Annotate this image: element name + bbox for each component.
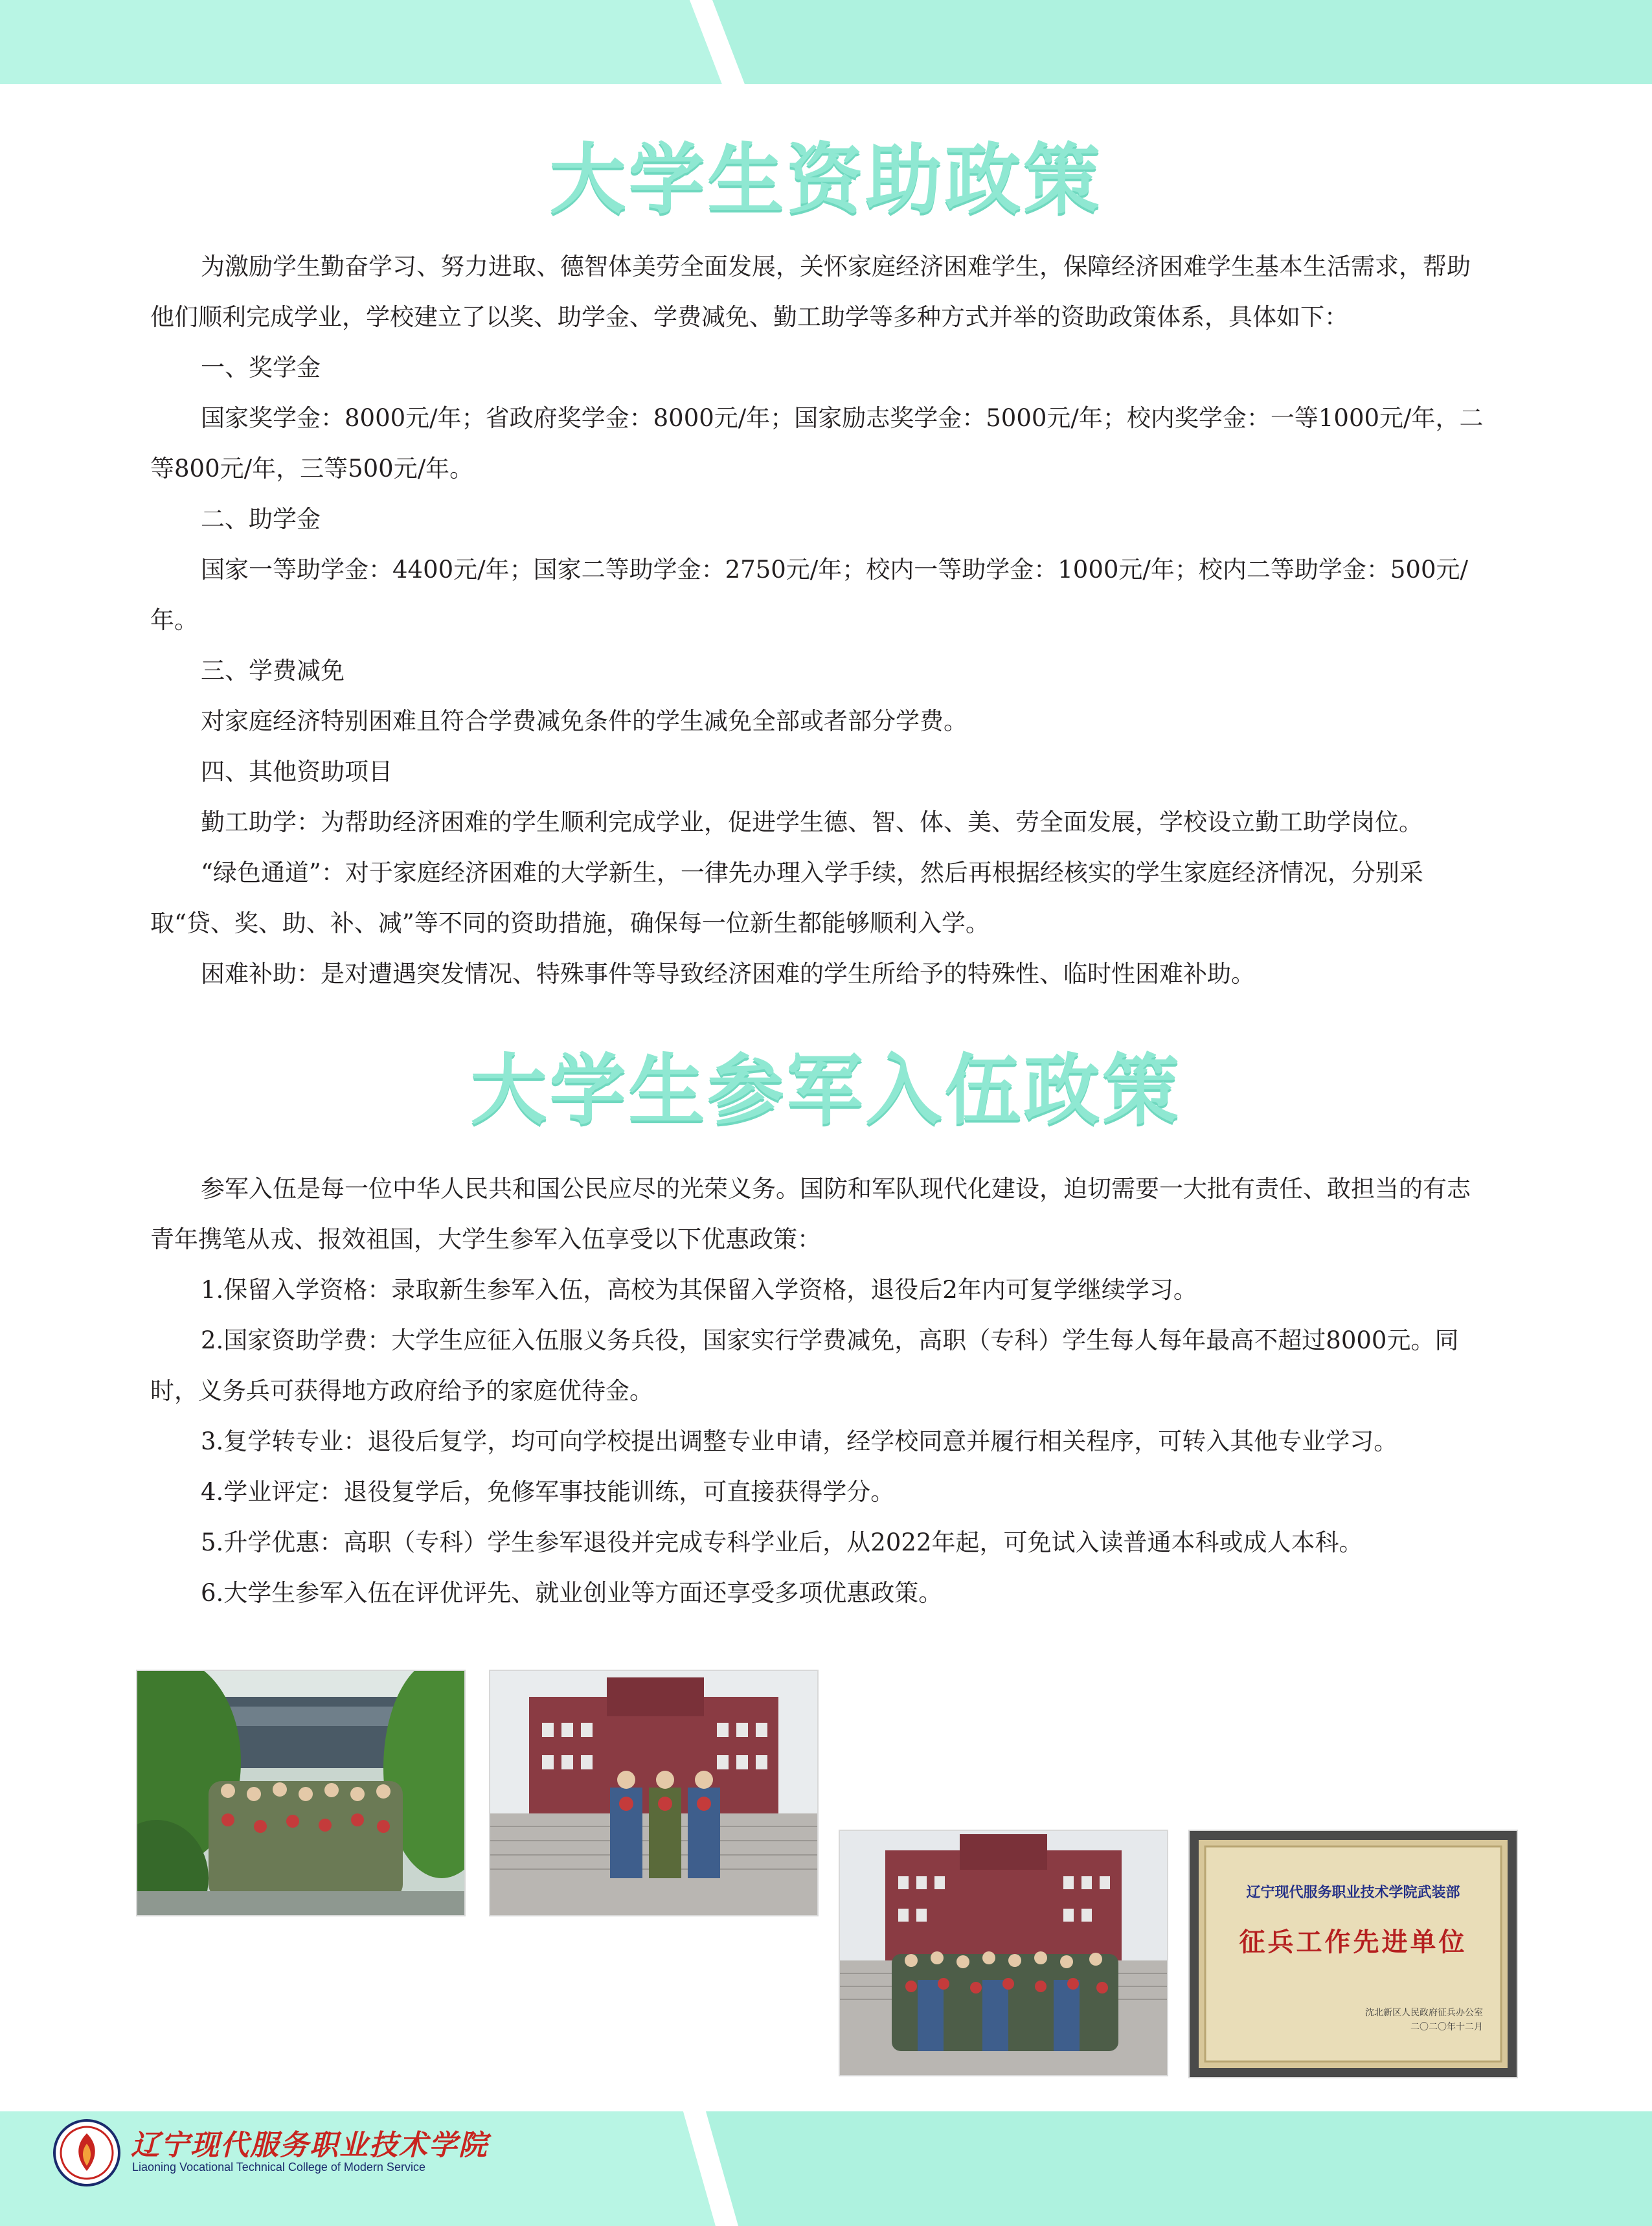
- plaque-date: 二〇二〇年十二月: [1410, 2022, 1483, 2032]
- aid-heading-tuition: 三、学费减免: [201, 657, 345, 685]
- college-emblem-icon: [52, 2118, 122, 2188]
- aid-grant-paragraph: 国家一等助学金：4400元/年；国家二等助学金：2750元/年；校内一等助学金：1000元/年；校内二等助学金：500元/年。: [150, 556, 1468, 634]
- plaque-issuer: 沈北新区人民政府征兵办公室: [1365, 2008, 1483, 2018]
- photo-three-recruits-front-of-building: [489, 1670, 819, 1916]
- army-intro-paragraph: 参军入伍是每一位中华人民共和国公民应尽的光荣义务。国防和军队现代化建设，迫切需要一大批有责任、敢担当的有志青年携笔从戎、报效祖国，大学生参军入伍享受以下优惠政策：: [150, 1175, 1471, 1253]
- aid-scholarship-paragraph: 国家奖学金：8000元/年；省政府奖学金：8000元/年；国家励志奖学金：5000元/年；校内奖学金：一等1000元/年，二等800元/年，三等500元/年。: [150, 404, 1484, 483]
- section-title-military-enlistment: 大学生参军入伍政策: [470, 1045, 1182, 1135]
- army-policy-6: 6.大学生参军入伍在评优评先、就业创业等方面还享受多项优惠政策。: [201, 1579, 943, 1607]
- army-policy-5: 5.升学优惠：高职（专科）学生参军退役并完成专科学业后，从2022年起，可免试入读普通本科或成人本科。: [201, 1528, 1363, 1556]
- photo-recruit-group-front-of-building: [839, 1830, 1168, 2076]
- aid-heading-other: 四、其他资助项目: [201, 758, 392, 786]
- plaque-advanced-recruitment-unit: [1188, 1830, 1518, 2078]
- college-name-chinese: 辽宁现代服务职业技术学院: [131, 2129, 488, 2162]
- aid-intro-paragraph: 为激励学生勤奋学习、努力进取、德智体美劳全面发展，关怀家庭经济困难学生，保障经济困难学生基本生活需求，帮助他们顺利完成学业，学校建立了以奖、助学金、学费减免、勤工助学等多种方式并举的资助政策体系，具体如下：: [150, 253, 1471, 331]
- aid-hardship-paragraph: 困难补助：是对遭遇突发情况、特殊事件等导致经济困难的学生所给予的特殊性、临时性困难补助。: [201, 960, 1255, 988]
- plaque-signature: [1365, 2006, 1483, 2034]
- section-title-student-aid: 大学生资助政策: [549, 135, 1103, 224]
- army-policy-2: 2.国家资助学费：大学生应征入伍服义务兵役，国家实行学费减免，高职（专科）学生每人每年最高不超过8000元。同时，义务兵可获得地方政府给予的家庭优待金。: [150, 1326, 1459, 1405]
- header-band: [0, 0, 1652, 84]
- aid-tuition-paragraph: 对家庭经济特别困难且符合学费减免条件的学生减免全部或者部分学费。: [201, 707, 967, 735]
- army-policy-4: 4.学业评定：退役复学后，免修军事技能训练，可直接获得学分。: [201, 1478, 895, 1506]
- aid-heading-grant: 二、助学金: [201, 505, 321, 533]
- plaque-line-2: 征兵工作先进单位: [1239, 1927, 1467, 1957]
- aid-work-study-paragraph: 勤工助学：为帮助经济困难的学生顺利完成学业，促进学生德、智、体、美、劳全面发展，学校设立勤工助学岗位。: [201, 808, 1423, 836]
- army-policy-1: 1.保留入学资格：录取新生参军入伍，高校为其保留入学资格，退役后2年内可复学继续学习。: [201, 1276, 1197, 1304]
- photo-recruit-group-outdoors: [136, 1670, 466, 1916]
- aid-heading-scholarship: 一、奖学金: [201, 354, 321, 381]
- army-policy-3: 3.复学转专业：退役后复学，均可向学校提出调整专业申请，经学校同意并履行相关程序，可转入其他专业学习。: [201, 1427, 1398, 1455]
- plaque-line-1: 辽宁现代服务职业技术学院武装部: [1246, 1885, 1460, 1901]
- aid-green-channel-paragraph: “绿色通道”：对于家庭经济困难的大学新生，一律先办理入学手续，然后再根据经核实的学生家庭经济情况，分别采取“贷、奖、助、补、减”等不同的资助措施，确保每一位新生都能够顺利入学。: [150, 859, 1423, 937]
- student-aid-body: [150, 242, 1489, 999]
- college-logo: [52, 2118, 488, 2189]
- college-name-english: Liaoning Vocational Technical College of Modern Service: [132, 2161, 425, 2174]
- military-enlistment-body: [150, 1164, 1489, 1618]
